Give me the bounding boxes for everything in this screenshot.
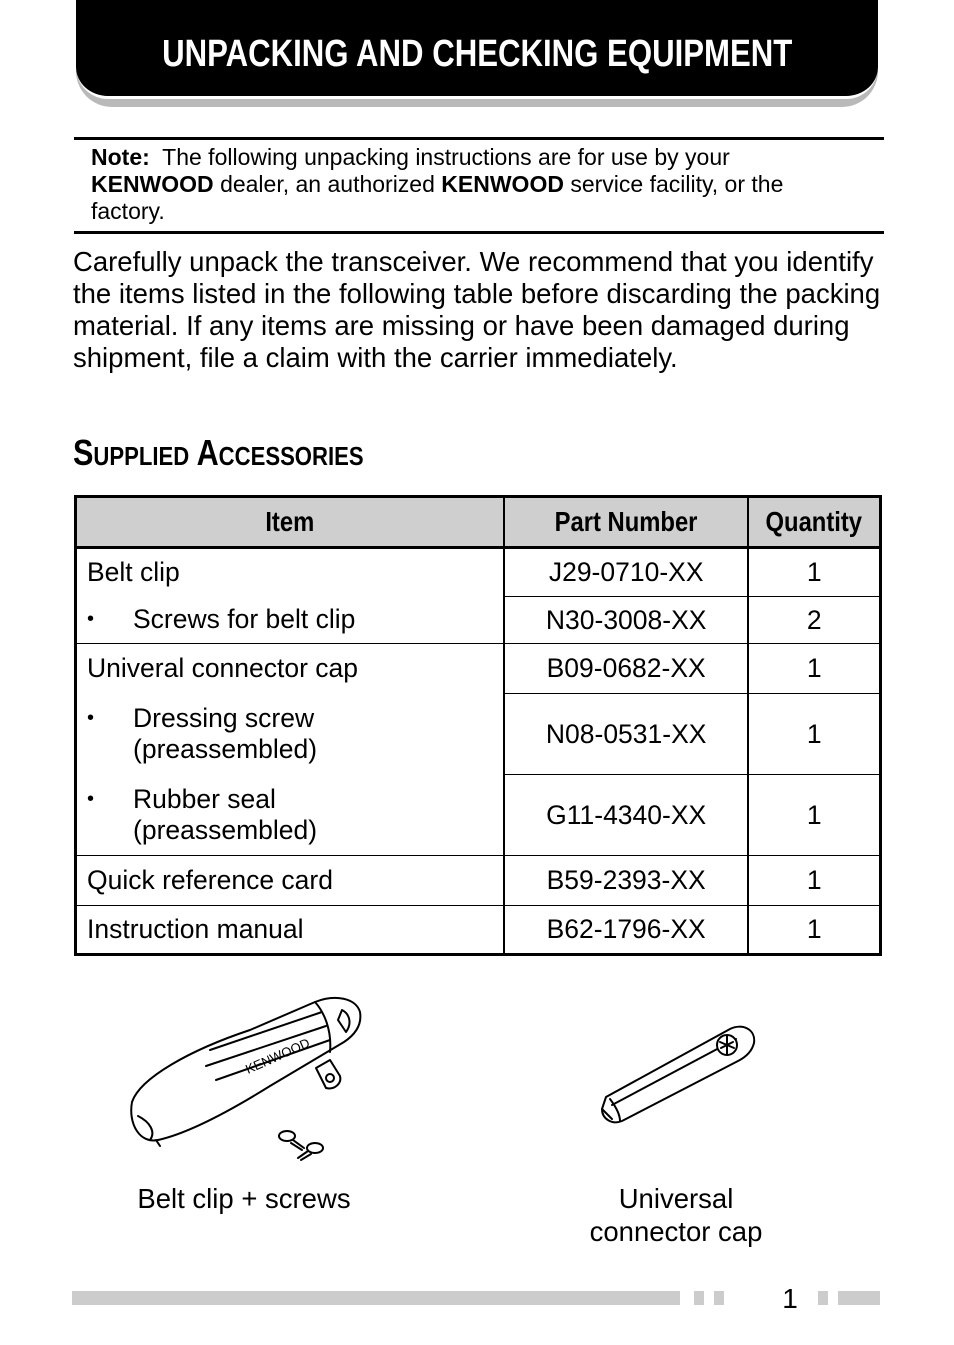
footer-bar-segment: [818, 1291, 828, 1305]
belt-clip-caption: Belt clip + screws: [137, 1183, 351, 1214]
item-cell: Instruction manual: [76, 906, 504, 955]
table-row: [76, 856, 881, 906]
qty-cell: 2: [748, 597, 880, 644]
table-header-row: [76, 497, 881, 548]
belt-clip-illustration: [120, 990, 370, 1165]
intro-paragraph: Carefully unpack the transceiver. We recommend that you identify the items listed in the following table before discarding the packing material. If any items are missing or have been damaged during shipment, file a claim with the carrier immediately.: [73, 246, 881, 373]
item-cell: Quick reference card: [76, 856, 504, 906]
part-cell: B62-1796-XX: [504, 906, 749, 955]
connector-cap-illustration: [590, 1015, 765, 1130]
kenwood-logo: KENWOOD: [243, 1035, 312, 1077]
note-box: [74, 137, 884, 234]
brand-name: KENWOOD: [441, 171, 564, 197]
table-row: [76, 644, 881, 694]
table-row: [76, 775, 881, 856]
part-cell: G11-4340-XX: [504, 775, 749, 856]
qty-cell: 1: [748, 548, 880, 597]
table-row: [76, 906, 881, 955]
note-line-1: Note: The following unpacking instructions are for use by your: [91, 144, 730, 170]
brand-name: KENWOOD: [91, 171, 214, 197]
accessories-table: [74, 495, 882, 956]
item-cell: Belt clip: [76, 548, 504, 597]
footer-bar-segment: [714, 1291, 724, 1305]
item-cell: • Rubber seal (preassembled): [76, 775, 504, 856]
qty-cell: 1: [748, 644, 880, 694]
part-cell: J29-0710-XX: [504, 548, 749, 597]
page-number: 1: [782, 1283, 798, 1314]
item-cell: Univeral connector cap: [76, 644, 504, 694]
qty-cell: 1: [748, 694, 880, 775]
note-line-3: factory.: [91, 198, 165, 224]
table-row: [76, 548, 881, 597]
part-cell: B09-0682-XX: [504, 644, 749, 694]
page-title: UNPACKING AND CHECKING EQUIPMENT: [161, 32, 793, 75]
part-cell: B59-2393-XX: [504, 856, 749, 906]
header-quantity: Quantity: [748, 497, 880, 548]
note-label: Note:: [91, 144, 150, 170]
note-line-2: KENWOOD dealer, an authorized KENWOOD service facility, or the: [91, 171, 784, 197]
footer-bar: [838, 1291, 880, 1305]
item-cell: • Screws for belt clip: [76, 597, 504, 644]
part-cell: N30-3008-XX: [504, 597, 749, 644]
header-part-number: Part Number: [504, 497, 749, 548]
part-cell: N08-0531-XX: [504, 694, 749, 775]
table-row: [76, 597, 881, 644]
table-row: [76, 694, 881, 775]
footer-bar-segment: [694, 1291, 704, 1305]
connector-cap-caption: Universal connector cap: [589, 1183, 763, 1247]
footer-bar: [72, 1291, 680, 1305]
item-cell: • Dressing screw (preassembled): [76, 694, 504, 775]
section-title: SUPPLIED ACCESSORIES: [73, 432, 364, 473]
page-banner: [76, 0, 878, 99]
header-item: Item: [76, 497, 504, 548]
qty-cell: 1: [748, 906, 880, 955]
qty-cell: 1: [748, 775, 880, 856]
qty-cell: 1: [748, 856, 880, 906]
